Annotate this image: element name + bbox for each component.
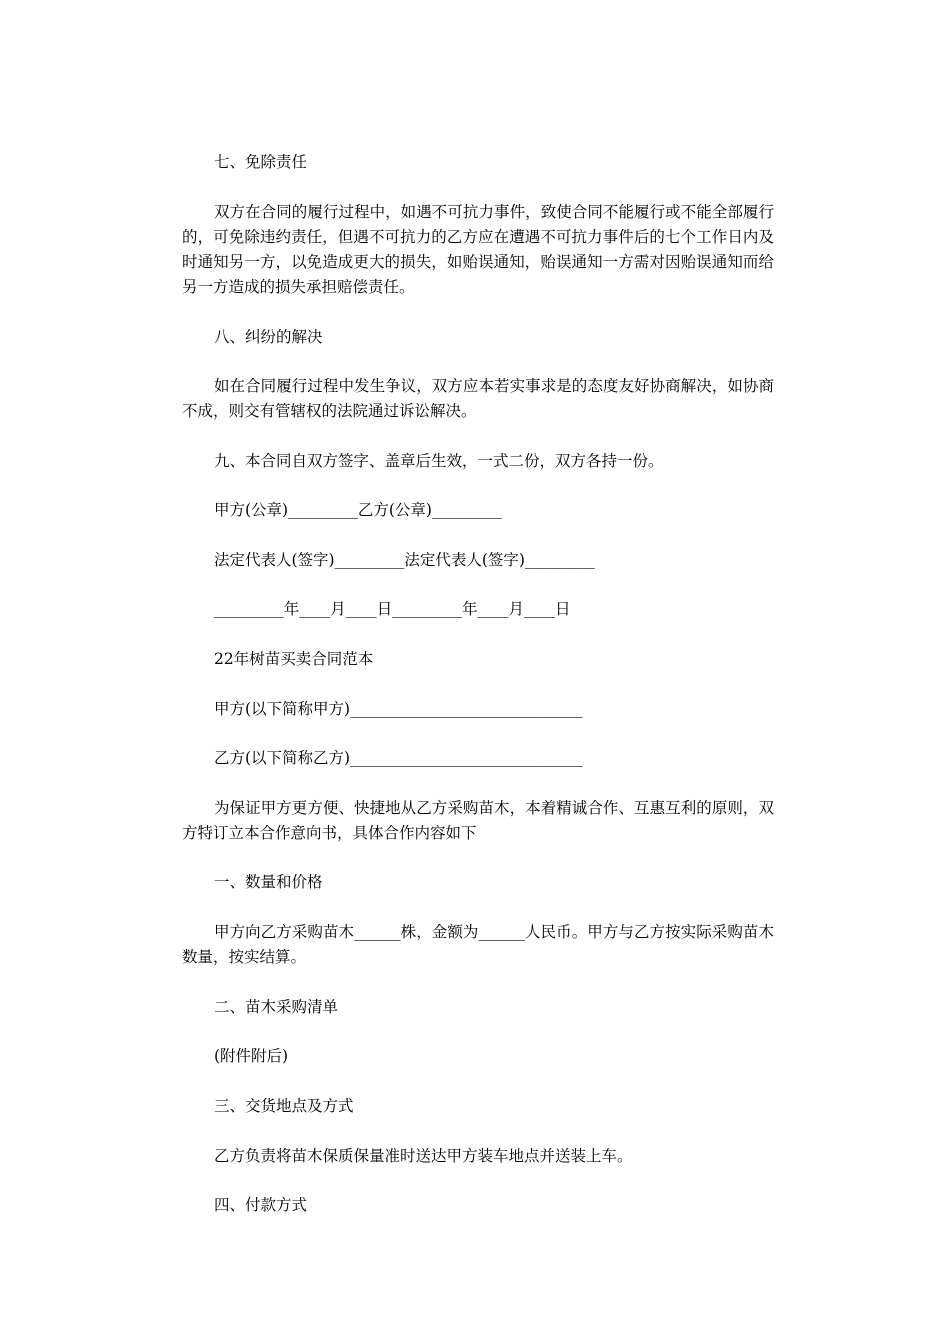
- section-heading-list: 二、苗木采购清单: [214, 998, 339, 1016]
- party-b-line: 乙方(以下简称乙方)______________________________: [214, 749, 583, 767]
- section-heading-dispute: 八、纠纷的解决: [214, 328, 323, 346]
- section-heading-exemption: 七、免除责任: [214, 153, 308, 171]
- section-heading-payment: 四、付款方式: [214, 1196, 308, 1214]
- signature-date-line: _________年____月____日_________年____月____日: [214, 600, 571, 618]
- contract-title: 22年树苗买卖合同范本: [214, 650, 374, 668]
- paragraph-attachment: (附件附后): [214, 1047, 289, 1065]
- signature-seal-line: 甲方(公章)_________乙方(公章)_________: [214, 501, 502, 519]
- paragraph-effective: 九、本合同自双方签字、盖章后生效，一式二份，双方各持一份。: [214, 452, 664, 470]
- paragraph-quantity: 甲方向乙方采购苗木______株，金额为______人民币。甲方与乙方按实际采购苗木数量，按实结算。: [182, 923, 774, 966]
- paragraph-intro: 为保证甲方更方便、快捷地从乙方采购苗木，本着精诚合作、互惠互利的原则，双方特订立本合作意向书，具体合作内容如下: [182, 799, 774, 842]
- paragraph-delivery: 乙方负责将苗木保质保量准时送达甲方装车地点并送装上车。: [214, 1147, 633, 1165]
- paragraph-exemption: 双方在合同的履行过程中，如遇不可抗力事件，致使合同不能履行或不能全部履行的，可免除违约责任，但遇不可抗力的乙方应在遭遇不可抗力事件后的七个工作日内及时通知另一方，以免造成更大的损失，如贻误通知，贻误通知一方需对因贻误通知而给另一方造成的损失承担赔偿责任。: [182, 203, 774, 296]
- section-heading-quantity: 一、数量和价格: [214, 873, 323, 891]
- paragraph-dispute: 如在合同履行过程中发生争议，双方应本若实事求是的态度友好协商解决，如协商不成，则交有管辖权的法院通过诉讼解决。: [182, 377, 774, 420]
- party-a-line: 甲方(以下简称甲方)______________________________: [214, 700, 583, 718]
- section-heading-delivery: 三、交货地点及方式: [214, 1097, 354, 1115]
- signature-representative-line: 法定代表人(签字)_________法定代表人(签字)_________: [214, 551, 595, 569]
